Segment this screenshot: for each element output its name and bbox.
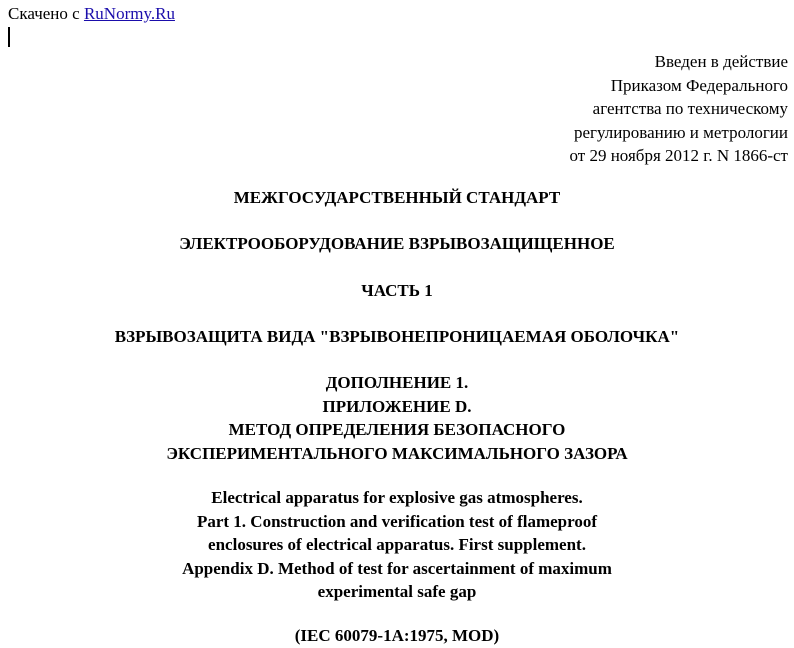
enactment-line: Приказом Федерального — [610, 75, 788, 95]
enactment-line: Введен в действие — [654, 52, 788, 71]
enactment-note — [570, 50, 789, 168]
iec-reference: (IEC 60079-1A:1975, MOD) — [294, 626, 500, 645]
english-title — [0, 486, 794, 604]
english-title-line: enclosures of electrical apparatus. First supplement. — [208, 535, 586, 554]
supplement-line: МЕТОД ОПРЕДЕЛЕНИЯ БЕЗОПАСНОГО — [228, 420, 566, 439]
enactment-line: от 29 ноября 2012 г. N 1866-ст — [569, 146, 788, 165]
text-cursor — [8, 27, 10, 47]
english-title-line: Electrical apparatus for explosive gas atmospheres. — [211, 488, 583, 507]
supplement-line: ПРИЛОЖЕНИЕ D. — [322, 396, 472, 416]
english-title-line: Appendix D. Method of test for ascertainment of maximum — [182, 558, 612, 578]
supplement-line: ЭКСПЕРИМЕНТАЛЬНОГО МАКСИМАЛЬНОГО ЗАЗОРА — [166, 443, 628, 463]
enactment-line: регулированию и метрологии — [573, 122, 788, 142]
standard-type-heading: МЕЖГОСУДАРСТВЕННЫЙ СТАНДАРТ — [233, 188, 561, 207]
runormy-link[interactable]: RuNormy.Ru — [83, 4, 175, 23]
download-source-line — [8, 4, 175, 24]
english-title-line: Part 1. Construction and verification test of flameproof — [196, 511, 598, 531]
supplement-heading — [0, 371, 794, 465]
english-title-line: experimental safe gap — [317, 582, 477, 601]
download-source-prefix: Скачено с — [8, 4, 80, 23]
protection-type-heading: ВЗРЫВОЗАЩИТА ВИДА "ВЗРЫВОНЕПРОНИЦАЕМАЯ ОБОЛОЧКА" — [114, 327, 680, 346]
supplement-line: ДОПОЛНЕНИЕ 1. — [325, 373, 469, 392]
document-title: ЭЛЕКТРООБОРУДОВАНИЕ ВЗРЫВОЗАЩИЩЕННОЕ — [179, 234, 615, 253]
enactment-line: агентства по техническому — [592, 99, 788, 118]
part-heading: ЧАСТЬ 1 — [361, 281, 433, 300]
